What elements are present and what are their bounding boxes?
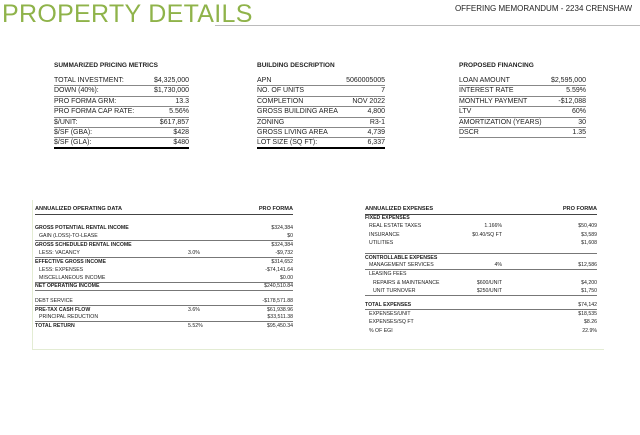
row-label: GROSS BUILDING AREA — [257, 108, 338, 116]
row-label: LOT SIZE (SQ FT): — [257, 139, 318, 147]
operating-header — [35, 206, 293, 215]
row-label: PRO FORMA GRM: — [54, 97, 117, 105]
row-value: $1,608 — [581, 240, 597, 247]
row-label: LEASING FEES — [369, 271, 407, 278]
table-row — [365, 318, 597, 326]
row-label: GROSS POTENTIAL RENTAL INCOME — [35, 225, 129, 231]
row-value: $4,200 — [581, 279, 597, 286]
row-value: $18,535 — [578, 310, 597, 317]
row-pct: 3.0% — [188, 249, 200, 256]
row-pct: 5.52% — [188, 323, 203, 330]
row-label: CONTROLLABLE EXPENSES — [365, 254, 438, 261]
table-row — [365, 222, 597, 230]
row-value: $314,652 — [271, 258, 293, 265]
row-label: GAIN (LOSS)-TO-LEASE — [39, 232, 98, 239]
row-label: EFFECTIVE GROSS INCOME — [35, 258, 106, 265]
row-value: $240,510.84 — [264, 283, 293, 290]
building-row — [257, 128, 385, 138]
row-value: $12,586 — [578, 262, 597, 269]
row-value: $324,384 — [271, 241, 293, 248]
row-label: EXPENSES/SQ FT — [369, 319, 414, 326]
row-value: 5.56% — [169, 108, 189, 116]
row-value: 30 — [578, 118, 586, 126]
row-value: 4,739 — [367, 128, 385, 136]
row-label: DSCR — [459, 128, 479, 136]
row-value: 7 — [381, 87, 385, 95]
page-title: PROPERTY DETAILS — [2, 0, 253, 28]
row-value: $74,142 — [578, 302, 597, 309]
building-row — [257, 138, 385, 148]
table-row — [365, 287, 597, 295]
pricing-row — [54, 86, 189, 96]
table-row — [35, 297, 293, 305]
table-row — [35, 314, 293, 322]
row-label: REPAIRS & MAINTENANCE — [373, 279, 440, 286]
row-value: $3,589 — [581, 231, 597, 238]
row-label: MISCELLANEOUS INCOME — [39, 274, 106, 281]
table-row — [35, 249, 293, 257]
row-label: MONTHLY PAYMENT — [459, 97, 528, 105]
table-row — [365, 302, 597, 310]
row-value: $617,857 — [159, 118, 189, 126]
row-label: % OF EGI — [369, 327, 393, 334]
row-label: LOAN AMOUNT — [459, 77, 510, 84]
row-value: $4,325,000 — [153, 77, 189, 84]
financing-row — [459, 97, 586, 107]
row-value: $480 — [173, 139, 189, 147]
row-value: 13.3 — [175, 97, 189, 105]
row-value: 22.9% — [582, 327, 597, 334]
table-row — [365, 310, 597, 318]
building-row — [257, 76, 385, 86]
row-value: $1,750 — [581, 287, 597, 294]
row-value: $1,730,000 — [153, 87, 189, 95]
row-label: PRINCIPAL REDUCTION — [39, 314, 99, 321]
row-label: INSURANCE — [369, 231, 400, 238]
pricing-row — [54, 138, 189, 148]
financing-row — [459, 86, 586, 96]
table-row — [35, 283, 293, 291]
building-row — [257, 86, 385, 96]
row-value: 60% — [571, 108, 586, 116]
row-value: -$12,088 — [558, 97, 586, 105]
pricing-title: SUMMARIZED PRICING METRICS — [54, 62, 158, 69]
building-section — [257, 62, 385, 149]
table-row — [365, 231, 597, 239]
expenses-title: ANNUALIZED EXPENSES — [365, 206, 434, 212]
building-row — [257, 107, 385, 117]
row-label: UNIT TURNOVER — [373, 287, 416, 294]
financing-row — [459, 118, 586, 128]
row-value: $61,938.96 — [267, 306, 293, 313]
table-row — [365, 239, 597, 247]
row-label: AMORTIZATION (YEARS) — [459, 118, 542, 126]
pricing-row — [54, 128, 189, 138]
row-value: $33,511.38 — [267, 314, 293, 321]
pricing-row — [54, 76, 189, 86]
row-value: $8.26 — [584, 319, 597, 326]
financing-section — [459, 62, 586, 138]
row-pct: 3.6% — [188, 306, 200, 313]
row-rate: 1.166% — [484, 223, 502, 230]
table-row — [35, 258, 293, 266]
row-value: 5060005005 — [346, 77, 385, 84]
row-value: 1.35 — [572, 128, 586, 136]
row-label: LESS: VACANCY — [39, 249, 80, 256]
row-rate: $600/UNIT — [476, 279, 502, 286]
pricing-section — [54, 62, 189, 149]
row-rate: $250/UNIT — [476, 287, 502, 294]
pricing-row — [54, 97, 189, 107]
row-value: $0 — [287, 232, 293, 239]
memorandum-label: OFFERING MEMORANDUM - 2234 CRENSHAW — [454, 4, 632, 13]
table-row — [365, 262, 597, 270]
row-label: NET OPERATING INCOME — [35, 283, 100, 290]
row-label: UTILITIES — [369, 240, 394, 247]
operating-column-label: PRO FORMA — [258, 206, 293, 212]
header-divider — [215, 25, 640, 26]
row-rate: 4% — [494, 262, 502, 269]
row-value: $324,384 — [271, 225, 293, 231]
row-label: GROSS SCHEDULED RENTAL INCOME — [35, 241, 132, 248]
table-row — [35, 232, 293, 240]
row-rate: $0.40/SQ FT — [472, 231, 502, 238]
row-value: 6,337 — [367, 139, 385, 147]
row-label: APN — [257, 77, 272, 84]
expenses-table — [365, 206, 597, 335]
row-label: FIXED EXPENSES — [365, 215, 410, 221]
financing-row — [459, 76, 586, 86]
row-label: NO. OF UNITS — [257, 87, 305, 95]
row-value: NOV 2022 — [352, 97, 385, 105]
row-value: $50,409 — [578, 223, 597, 230]
row-label: TOTAL INVESTMENT: — [54, 77, 124, 84]
table-row — [35, 322, 293, 330]
row-label: INTEREST RATE — [459, 87, 514, 95]
row-value: $95,450.34 — [267, 323, 293, 330]
row-label: LTV — [459, 108, 472, 116]
row-label: $/UNIT: — [54, 118, 78, 126]
row-value: $0.00 — [280, 274, 293, 281]
row-value: $428 — [173, 128, 189, 136]
operating-table — [35, 206, 293, 331]
building-title: BUILDING DESCRIPTION — [257, 62, 335, 69]
row-label: MANAGEMENT SERVICES — [369, 262, 434, 269]
row-label: $/SF (GBA): — [54, 128, 93, 136]
row-value: $2,595,000 — [550, 77, 586, 84]
row-label: COMPLETION — [257, 97, 304, 105]
row-value: 4,800 — [367, 108, 385, 116]
row-label: TOTAL RETURN — [35, 323, 75, 330]
row-label: GROSS LIVING AREA — [257, 128, 328, 136]
row-label: TOTAL EXPENSES — [365, 302, 412, 309]
row-value: R3-1 — [369, 118, 385, 126]
row-label: PRE-TAX CASH FLOW — [35, 306, 91, 313]
building-row — [257, 118, 385, 128]
row-label: $/SF (GLA): — [54, 139, 92, 147]
building-row — [257, 97, 385, 107]
row-label: PRO FORMA CAP RATE: — [54, 108, 135, 116]
operating-title: ANNUALIZED OPERATING DATA — [35, 206, 123, 212]
table-row — [365, 327, 597, 335]
financing-row — [459, 128, 586, 138]
row-label: ZONING — [257, 118, 285, 126]
pricing-row — [54, 118, 189, 128]
financing-row — [459, 107, 586, 117]
row-value: -$9,732 — [275, 249, 293, 256]
row-label: DEBT SERVICE — [35, 297, 73, 304]
row-label: DOWN (40%): — [54, 87, 99, 95]
row-value: 5.59% — [566, 87, 586, 95]
row-value: -$74,141.64 — [265, 266, 293, 273]
row-label: EXPENSES/UNIT — [369, 310, 411, 317]
financing-title: PROPOSED FINANCING — [459, 62, 534, 69]
expenses-column-label: PRO FORMA — [562, 206, 597, 212]
table-row — [365, 270, 597, 278]
table-row — [365, 214, 597, 222]
row-label: LESS: EXPENSES — [39, 266, 84, 273]
row-label: REAL ESTATE TAXES — [369, 223, 422, 230]
pricing-row — [54, 107, 189, 117]
row-value: -$178,571.88 — [262, 297, 293, 304]
